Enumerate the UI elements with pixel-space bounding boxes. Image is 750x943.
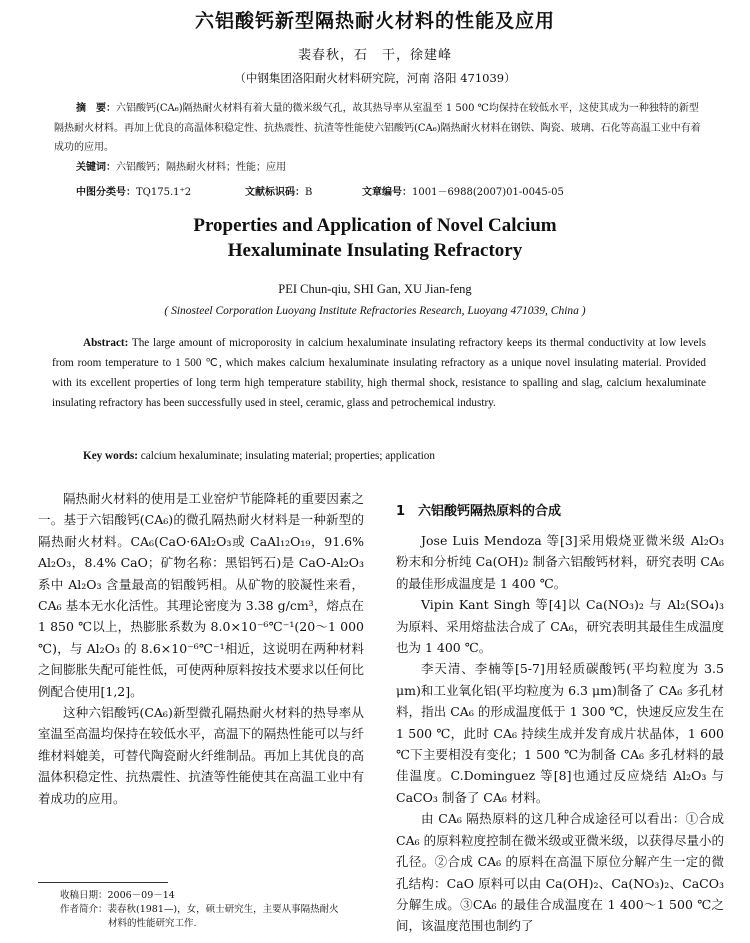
received-date: 收稿日期：2006－09－14: [60, 890, 175, 901]
title-en-line2: Hexaluminate Insulating Refractory: [227, 240, 523, 261]
abstract-en-label: Abstract:: [83, 337, 129, 349]
body-paragraph: 李天清、李楠等[5-7]用轻质碳酸钙(平均粒度为 3.5 μm)和工业氧化铝(平均粒度为 6.3 μm)制备了 CA₆ 多孔材料，指出 CA₆ 的形成温度低于 1 300 ℃，快速反应发生在 1 500 ℃，此时 CA₆ 持续生成并发育成片状晶体，1 600 ℃下主要相没有变化；1 500 ℃为制备 CA₆ 多孔材料的最佳温度。C.Dominguez 等[8]也通过反应烧结 Al₂O₃ 与 CaCO₃ 制备了 CA₆ 材料。: [396, 661, 724, 805]
title-en-line1: Properties and Application of Novel Calcium: [193, 215, 557, 236]
body-left-column: [38, 488, 364, 809]
body-paragraph: 这种六铝酸钙(CA₆)新型微孔隔热耐火材料的热导率从室温至高温均保持在较低水平，高温下的隔热性能可以与纤维材料媲美，可替代陶瓷耐火纤维制品。再加上其优良的高温体积稳定性、抗热震性、抗渣等性能使其在高温工业中有着成功的应用。: [38, 705, 364, 806]
body-paragraph: 隔热耐火材料的使用是工业窑炉节能降耗的重要因素之一。基于六铝酸钙(CA₆)的微孔隔热耐火材料是一种新型的隔热耐火材料。CA₆(CaO·6Al₂O₃或 CaAl₁₂O₁₉，91.6% Al₂O₃，8.4% CaO；矿物名称：黑铝钙石)是 CaO-Al₂O₃ 系中 Al₂O₃ 含量最高的铝酸钙相。从矿物的胶凝性来看，CA₆ 基本无水化活性。其理论密度为 3.38 g/cm³，熔点在 1 850 ℃以上，热膨胀系数为 8.0×10⁻⁶℃⁻¹(20～1 000 ℃)，与 Al₂O₃ 的 8.6×10⁻⁶℃⁻¹相近，这说明在两种材料之间膨胀失配可能性低，可使两种原料按技术要求以任何比例配合使用[1,2]。: [38, 491, 364, 699]
affiliation-zh: （中钢集团洛阳耐火材料研究院，河南 洛阳 471039）: [234, 71, 516, 85]
authors-zh: 裴春秋，石 干，徐建峰: [297, 48, 452, 63]
body-paragraph: Vipin Kant Singh 等[4]以 Ca(NO₃)₂ 与 Al₂(SO₄)₃ 为原料、采用熔盐法合成了 CA₆，研究表明其最佳生成温度也为 1 400 ℃。: [396, 597, 724, 656]
abstract-en: [52, 333, 706, 413]
article-value: 1001－6988(2007)01-0045-05: [412, 187, 564, 198]
keywords-zh-label: 关键词：: [76, 162, 116, 173]
title-en: [0, 213, 750, 263]
author-bio: 作者简介：裴春秋(1981—)，女，硕士研究生，主要从事隔热耐火: [60, 904, 339, 915]
abstract-zh-text: 六铝酸钙(CA₆)隔热耐火材料有着大量的微米级气孔，故其热导率从室温至 1 500 ℃均保持在较低水平，这使其成为一种独特的新型隔热耐火材料。再加上优良的高温体积稳定性、抗热震性、抗渣等性能使六铝酸钙(CA₆)隔热耐火材料在钢铁、陶瓷、玻璃、石化等高温工业中有着成功的应用。: [54, 103, 701, 153]
section-heading-1: 1 六铝酸钙隔热原料的合成: [396, 504, 562, 519]
authors-en: PEI Chun-qiu, SHI Gan, XU Jian-feng: [278, 282, 472, 296]
body-right-column: [396, 530, 724, 937]
title-zh: 六铝酸钙新型隔热耐火材料的性能及应用: [194, 10, 555, 32]
footnote: [60, 889, 380, 931]
clc-value: TQ175.1⁺2: [136, 187, 192, 198]
clc-number: [76, 183, 191, 198]
keywords-en-text: calcium hexaluminate; insulating material; properties; application: [138, 450, 435, 462]
abstract-en-text: The large amount of microporosity in calcium hexaluminate insulating refractory keeps its thermal conductivity at low levels from room temperature to 1 500 ℃, which makes calcium hexaluminate insulating refractory as a unique novel insulating material. Provided with its excellent properties of long term high temperature stability, high thermal shock, resistance to spalling and slag, calcium hexaluminate insulating refractory has been successfully used in steel, ceramic, glass and petrochemical industry.: [52, 337, 706, 409]
doc-label: 文献标识码：: [245, 187, 305, 198]
abstract-zh: [54, 99, 706, 158]
body-paragraph: Jose Luis Mendoza 等[3]采用煅烧亚微米级 Al₂O₃ 粉末和分析纯 Ca(OH)₂ 制备六铝酸钙材料，研究表明 CA₆ 的最佳形成温度是 1 400 ℃。: [396, 533, 724, 591]
abstract-zh-label: 摘 要：: [76, 103, 116, 114]
article-label: 文章编号：: [362, 187, 412, 198]
keywords-zh: [54, 158, 706, 178]
footnote-divider: [38, 882, 168, 883]
doc-value: B: [305, 187, 313, 198]
body-paragraph: 由 CA₆ 隔热原料的这几种合成途径可以看出：①合成 CA₆ 的原料粒度控制在微米级或亚微米级，以获得尽量小的孔径。②合成 CA₆ 的原料在高温下原位分解产生一定的微孔结构：CaO 原料可以由 Ca(OH)₂、Ca(NO₃)₂、CaCO₃ 分解生成。③CA₆ 的最佳合成温度在 1 400～1 500 ℃之间，该温度范围也制约了: [396, 811, 724, 934]
affiliation-en: ( Sinosteel Corporation Luoyang Institute Refractories Research, Luoyang 471039, China ): [164, 305, 586, 317]
doc-code: [245, 183, 312, 198]
author-bio-cont: 材料的性能研究工作.: [108, 918, 197, 929]
keywords-zh-text: 六铝酸钙；隔热耐火材料；性能；应用: [116, 162, 286, 173]
keywords-en: [52, 447, 706, 467]
keywords-en-label: Key words:: [83, 450, 138, 462]
clc-label: 中图分类号：: [76, 187, 136, 198]
article-number: [362, 183, 564, 198]
